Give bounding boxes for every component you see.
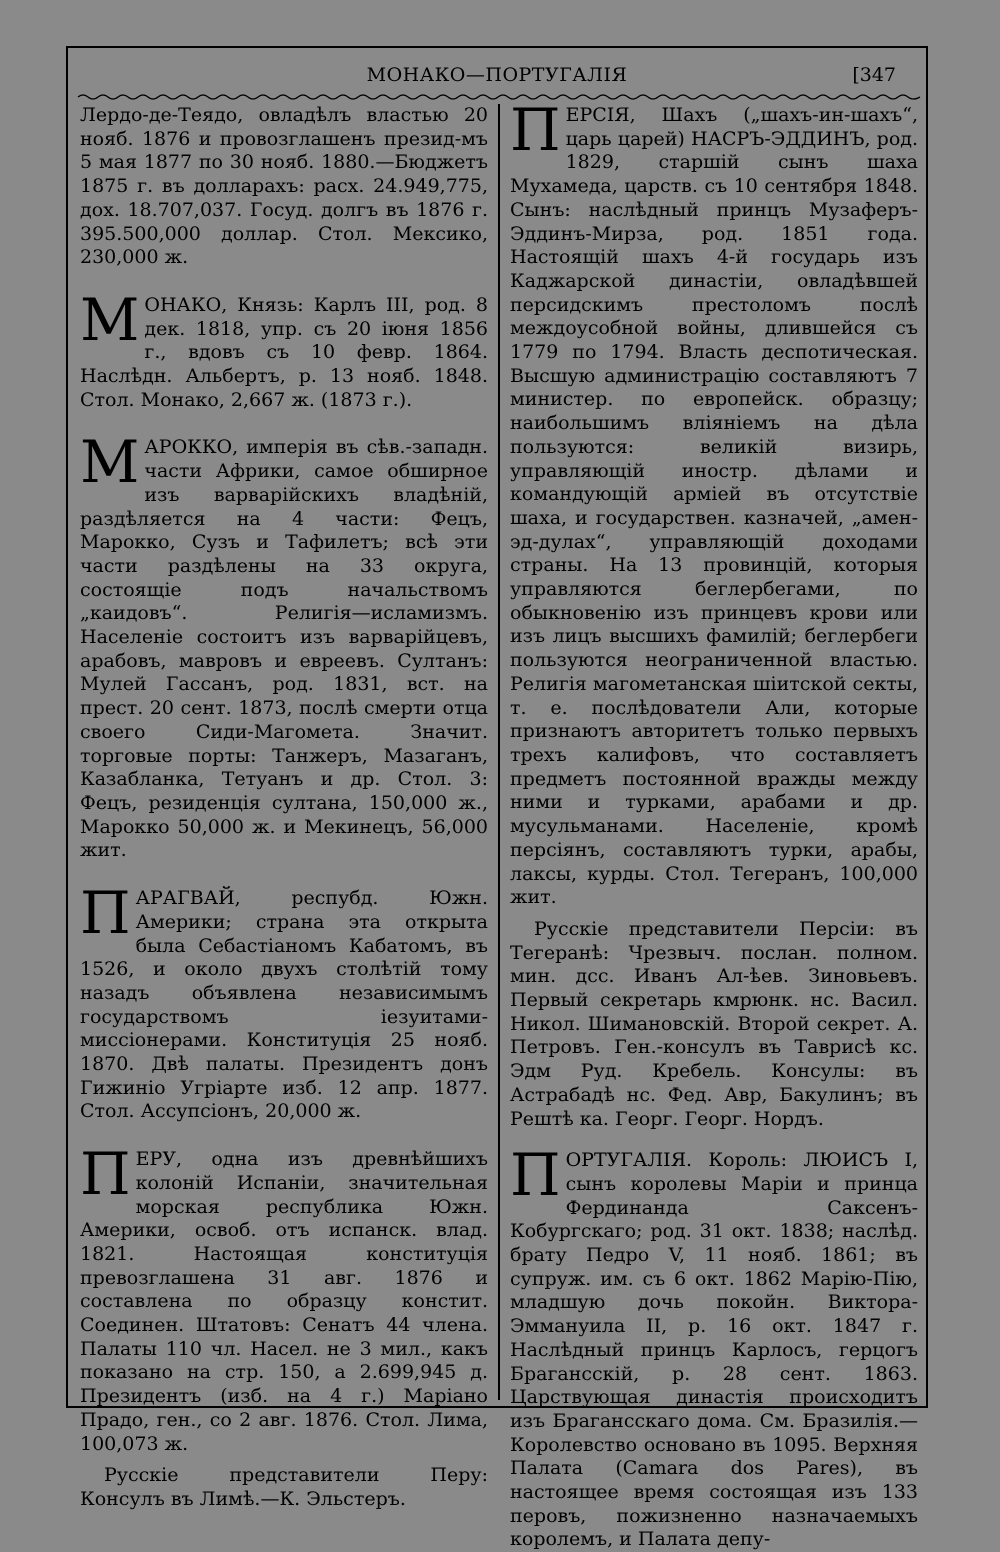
entry-text: ОРТУГАЛІЯ. Король: ЛЮИСЪ I, сынъ королевы Маріи и принца Фердинанда Саксенъ-Кобургскаго; род. 31 окт. 1838; наслѣд. брату Педро V, 11 нояб. 1861; въ супруж. им. съ 6 окт. 1862 Марію-Пію, младшую дочь покойн. Виктора-Эммануила II, р. 16 окт. 1847 г. Наслѣдный принцъ Карлосъ, герцогъ Брагансскій, р. 28 сент. 1863. Царствующая династія происходитъ изъ Брагансскаго дома. См. Бразилія.—Королевство основано въ 1095. Верхняя Палата (Camara dos Pares), въ настоящее время состоящая изъ 133 перовъ, пожизненно назначаемыхъ королемъ, и Палата депу- — [510, 1149, 918, 1551]
entry-persia — [510, 96, 918, 910]
entry-mexico-continuation — [80, 104, 488, 270]
column-divider — [498, 104, 500, 1400]
entry-text: Лердо-де-Теядо, овладѣлъ властью 20 нояб. 1876 и провозглашенъ презид-мъ 5 мая 1877 по 30 нояб. 1880.—Бюджетъ 1875 г. въ долларахъ: расх. 24.949,775, дох. 18.707,037. Госуд. долгъ въ 1876 г. 395.500,000 доллар. Стол. Мексико, 230,000 ж. — [80, 104, 488, 269]
entry-text: ОНАКО, Князь: Карлъ III, род. 8 дек. 1818, упр. съ 20 іюня 1856 г., вдовъ съ 10 февр. 1864. Наслѣдн. Альбертъ, р. 13 нояб. 1848. Стол. Монако, 2,667 ж. (1873 г.). — [80, 293, 488, 411]
entry-text: АРОККО, имперія въ сѣв.-западн. части Африки, самое обширное изъ варварійскихъ владѣній, раздѣляется на 4 части: Фецъ, Марокко, Сузъ и Тафилетъ; всѣ эти части раздѣлены на 33 округа, состоящіе подъ начальствомъ „каидовъ“. Религія—исламизмъ. Населеніе состоитъ изъ варварійцевъ, арабовъ, мавровъ и евреевъ. Султанъ: Мулей Гассанъ, род. 1831, вст. на прест. 20 сент. 1873, послѣ смерти отца своего Сиди-Магомета. Значит. торговые порты: Танжеръ, Мазаганъ, Казабланка, Тетуанъ и др. Стол. 3: Фецъ, резиденція султана, 150,000 ж., Марокко 50,000 ж. и Мекинецъ, 56,000 жит. — [80, 436, 488, 862]
entry-peru — [80, 1140, 488, 1456]
drop-capital: П — [80, 879, 131, 948]
entry-monaco — [80, 285, 488, 413]
drop-capital: М — [80, 428, 140, 497]
right-column — [510, 96, 918, 1551]
entry-morocco — [80, 428, 488, 863]
entry-text: ЕРУ, одна изъ древнѣйшихъ колоній Испаніи, значительная морская республика Южн. Америки, освоб. отъ испанск. влад. 1821. Настоящая конституція превозглашена 31 авг. 1876 и составлена по образцу констит. Соединен. Штатовъ: Сенатъ 44 члена. Палаты 110 чл. Насел. не 3 мил., какъ показано на стр. 150, а 2.699,945 д. Президентъ (изб. на 4 г.) Маріано Прадо, ген., со 2 авг. 1876. Стол. Лима, 100,073 ж. — [80, 1148, 488, 1455]
drop-capital: П — [510, 96, 561, 164]
entry-text: АРАГВАЙ, респубд. Южн. Америки; страна эта открыта была Себастіаномъ Кабатомъ, въ 1526, и около двухъ столѣтій тому назадъ объявлена независимымъ государствомъ іезуитами-миссіонерами. Конституція 25 нояб. 1870. Двѣ палаты. Президентъ донъ Гижиніо Угріарте изб. 12 апр. 1877. Стол. Ассупсіонъ, 20,000 ж. — [80, 887, 488, 1123]
running-header — [68, 62, 926, 92]
left-column — [80, 104, 488, 1510]
entry-text: ЕРСІЯ, Шахъ („шахъ-ин-шахъ“, царь царей) НАСРЪ-ЭДДИНЪ, род. 1829, старшій сынъ шаха Мухамеда, царств. съ 10 сентября 1848. Сынъ: наслѣдный принцъ Музаферъ-Эддинъ-Мирза, род. 1851 года. Настоящій шахъ 4-й государь изъ Каджарской династіи, овладѣвшей персидскимъ престоломъ послѣ междоусобной войны, длившейся съ 1779 по 1794. Власть деспотическая. Высшую администрацію составляютъ 7 министер. по европейск. образцу; наибольшимъ вліяніемъ на дѣла пользуются: великій визирь, управляющій иностр. дѣлами и командующій арміей въ отсутствіе шаха, и государствен. казначей, „амен-эд-дулах“, управляющій доходами страны. На 13 провинцій, которыя управляются беглербегами, по обыкновенію изъ принцевъ крови или изъ лицъ высшихъ фамилій; беглербеги пользуются неограниченной властью. Религія магометанская шіитской секты, т. е. послѣдователи Али, которые признаютъ авторитетъ только первыхъ трехъ калифовъ, что составляетъ предметъ постоянной вражды между ними и турками, арабами и др. мусульманами. Населеніе, кромѣ персіянъ, составляютъ турки, арабы, лаксы, курды. Стол. Тегеранъ, 100,000 жит. — [510, 104, 918, 909]
page-number: [347 — [852, 64, 896, 86]
drop-capital: П — [80, 1140, 131, 1209]
russian-representatives-peru: Русскіе представители Перу: Консулъ въ Лимѣ.—К. Эльстеръ. — [80, 1464, 488, 1510]
header-title: МОНАКО—ПОРТУГАЛІЯ — [366, 64, 628, 86]
entry-portugal — [510, 1141, 918, 1552]
entry-paraguay — [80, 879, 488, 1124]
russian-representatives-persia: Русскіе представители Персіи: въ Тегеранѣ: Чрезвыч. послан. полном. мин. дсс. Иванъ Ал-ѣев. Зиновьевъ. Первый секретарь кмрюнк. нс. Васил. Никол. Шимановскій. Второй секрет. А. Петровъ. Ген.-консулъ въ Таврисѣ кс. Эдм Руд. Кребель. Консулы: въ Астрабадѣ нс. Фед. Авр, Бакулинъ; въ Рештѣ ка. Георг. Георг. Нордъ. — [510, 917, 918, 1130]
book-page — [66, 46, 928, 1551]
wavy-header-rule — [78, 92, 920, 102]
drop-capital: М — [80, 285, 140, 354]
drop-capital: П — [510, 1141, 561, 1210]
